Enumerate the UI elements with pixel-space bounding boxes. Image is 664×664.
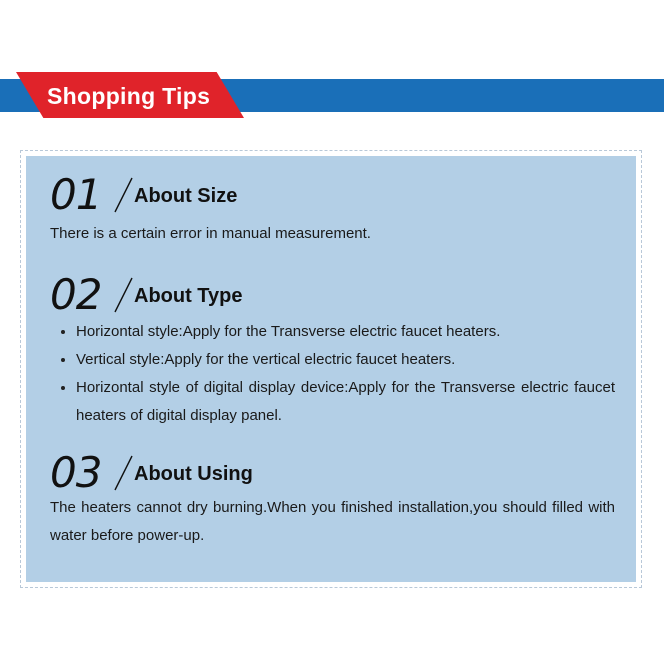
section-header [50,172,615,218]
bullet-icon [61,330,65,334]
section-number: 02 [50,270,102,319]
list-item: Vertical style:Apply for the vertical electric faucet heaters. [50,346,615,374]
section-about-using [50,450,615,550]
section-header [50,272,615,318]
banner-title: Shopping Tips [47,83,211,109]
section-text: There is a certain error in manual measurement. [50,225,371,242]
section-about-size [50,172,615,248]
slash-divider-icon [112,176,134,214]
section-title: About Using [134,463,253,485]
section-text: The heaters cannot dry burning.When you finished installation,you should filled with water before power-up. [50,499,615,544]
section-header [50,450,615,496]
list-item: Horizontal style:Apply for the Transverse electric faucet heaters. [50,318,615,346]
section-number: 03 [50,448,102,497]
list-item: Horizontal style of digital display device:Apply for the Transverse electric faucet heaters of digital display panel. [50,374,615,430]
bullet-icon [61,358,65,362]
section-about-type [50,272,615,430]
slash-divider-icon [112,454,134,492]
slash-divider-icon [112,276,134,314]
type-list [50,318,615,430]
section-number: 01 [50,170,102,219]
bullet-icon [61,386,65,390]
section-title: About Size [134,185,238,207]
section-title: About Type [134,285,243,307]
